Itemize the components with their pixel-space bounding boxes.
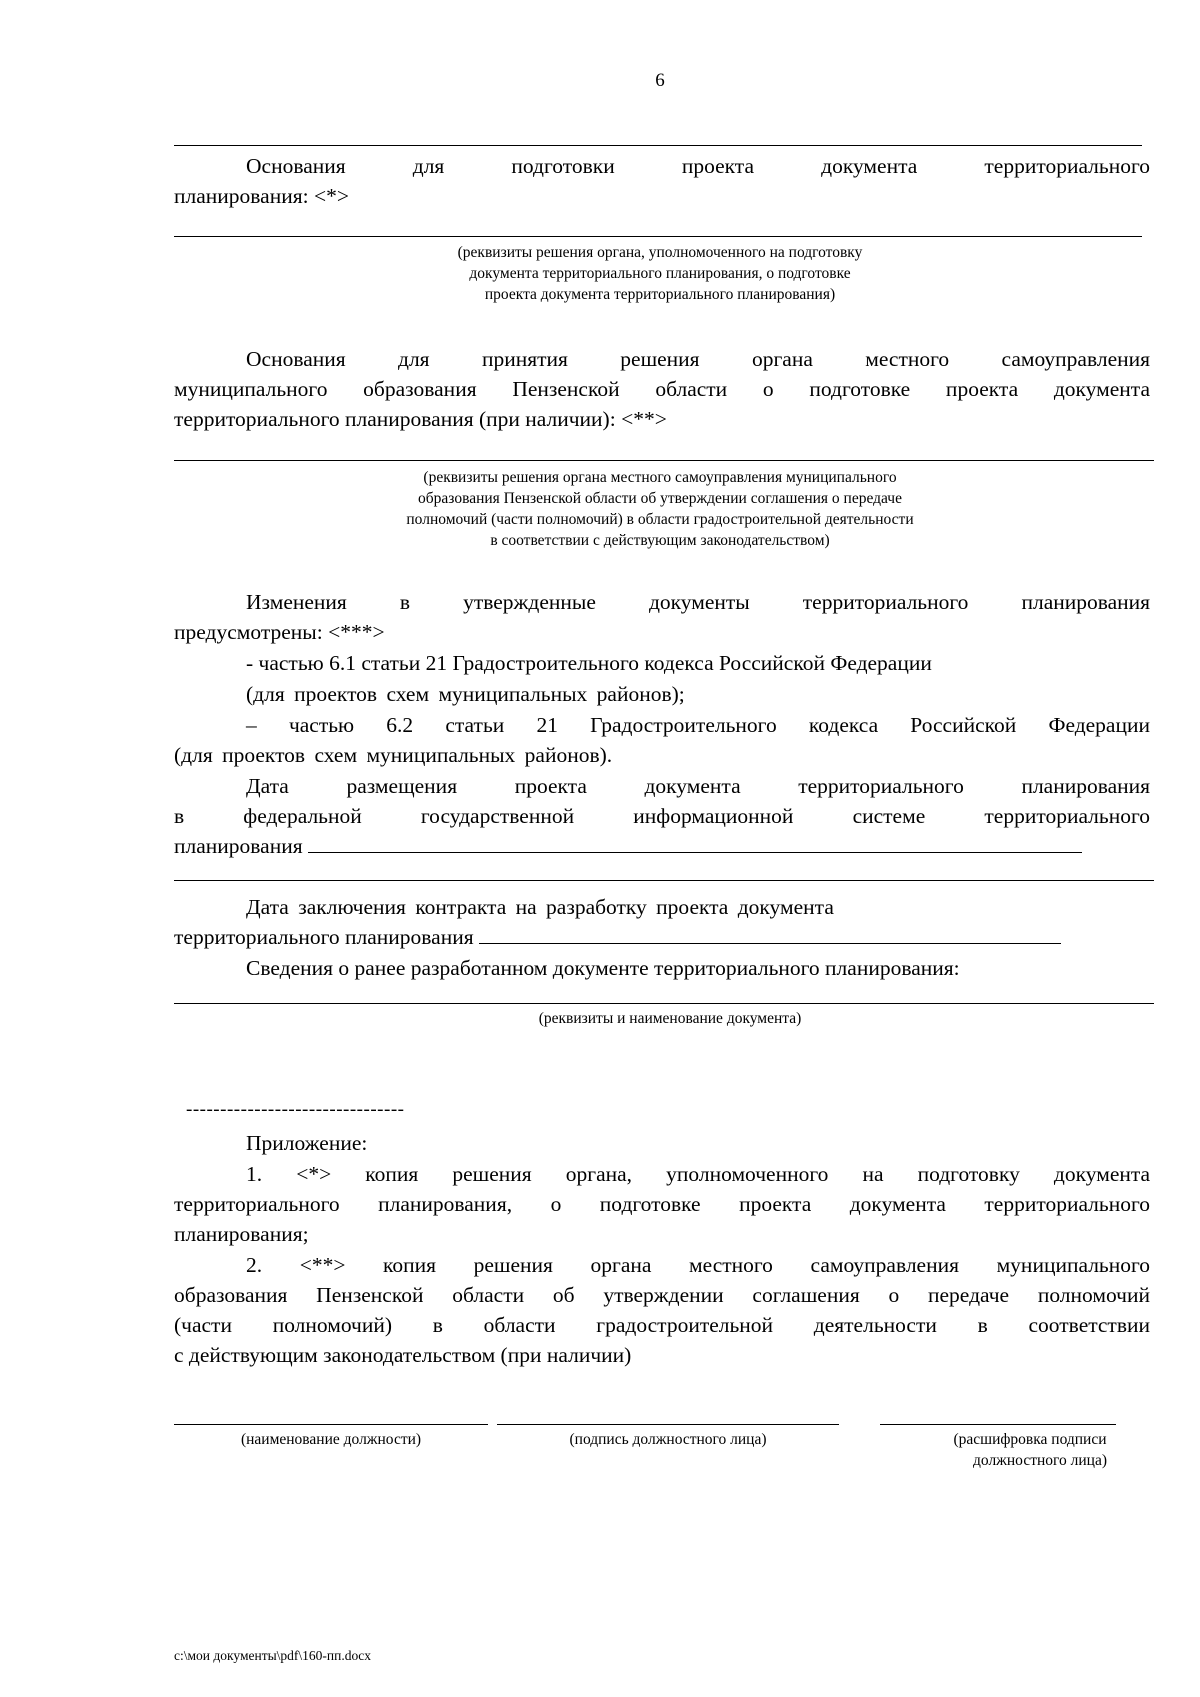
page-number: 6 [655, 70, 665, 91]
signature-line [497, 1424, 839, 1425]
section3-line4: (для проектов схем муниципальных районов); [246, 682, 685, 706]
appendix-item1-line3: планирования; [174, 1222, 309, 1246]
appendix-item2-line1: 2. <**> копия решения органа местного самоуправления муниципального [246, 1253, 1151, 1277]
footnote-separator: -------------------------------- [186, 1099, 405, 1120]
section2-fill-line [174, 460, 1154, 461]
section1-fill-line [174, 236, 1142, 237]
section4-fill-line [174, 1003, 1154, 1004]
decoding-caption: (расшифровка подписи должностного лица) [953, 1431, 1107, 1469]
appendix-item2-line3: (части полномочий) в области градостроительной деятельности в соответствии [174, 1313, 1150, 1337]
signature-caption: (подпись должностного лица) [569, 1431, 767, 1448]
appendix-title: Приложение: [246, 1131, 368, 1155]
section1-line1: Основания для подготовки проекта документа территориального [246, 154, 1151, 178]
contract-date-field [479, 923, 1061, 944]
section4-line1: Дата заключения контракта на разработку проекта документа [246, 895, 834, 919]
section2-line1: Основания для принятия решения органа местного самоуправления [246, 347, 1151, 371]
section3-fill-line [174, 880, 1154, 881]
section3-line7: Дата размещения проекта документа территориального планирования [246, 774, 1151, 798]
appendix-item2-line4: с действующим законодательством (при наличии) [174, 1343, 632, 1367]
section3-line9: планирования [174, 831, 1150, 861]
position-signature-line [174, 1424, 488, 1425]
appendix-item1-line2: территориального планирования, о подготовке проекта документа территориального [174, 1192, 1150, 1216]
section4-caption: (реквизиты и наименование документа) [538, 1010, 802, 1027]
section3-line5: – частью 6.2 статьи 21 Градостроительного кодекса Российской Федерации [246, 713, 1150, 737]
footer-file-path: c:\мои документы\pdf\160-пп.docx [174, 1648, 371, 1663]
section3-line6: (для проектов схем муниципальных районов). [174, 743, 613, 767]
decoding-signature-line [880, 1424, 1116, 1425]
appendix-item1-line1: 1. <*> копия решения органа, уполномоченного на подготовку документа [246, 1162, 1151, 1186]
section2-line3: территориального планирования (при наличии): <**> [174, 407, 667, 431]
position-caption: (наименование должности) [240, 1431, 422, 1448]
section3-line3: - частью 6.1 статьи 21 Градостроительного кодекса Российской Федерации [246, 651, 932, 675]
top-rule [174, 145, 1142, 146]
section4-line2: территориального планирования [174, 922, 1150, 952]
section4-line3: Сведения о ранее разработанном документе территориального планирования: [246, 956, 960, 980]
section1-caption: (реквизиты решения органа, уполномоченного на подготовку документа территориального планирования, о подготовке проекта документа территориального планирования) [457, 244, 863, 303]
section1-line2: планирования: <*> [174, 184, 349, 208]
section3-line1: Изменения в утвержденные документы территориального планирования [246, 590, 1151, 614]
placement-date-field [308, 832, 1082, 853]
section2-caption: (реквизиты решения органа местного самоуправления муниципального образования Пензенской области об утверждении соглашения о передаче полномочий (части полномочий) в области градостроительной деятельности в соответствии с действующим законодательством) [406, 469, 914, 549]
section3-line8: в федеральной государственной информационной системе территориального [174, 804, 1151, 828]
section3-line2: предусмотрены: <***> [174, 620, 385, 644]
appendix-item2-line2: образования Пензенской области об утверждении соглашения о передаче полномочий [174, 1283, 1150, 1307]
section2-line2: муниципального образования Пензенской области о подготовке проекта документа [174, 377, 1150, 401]
